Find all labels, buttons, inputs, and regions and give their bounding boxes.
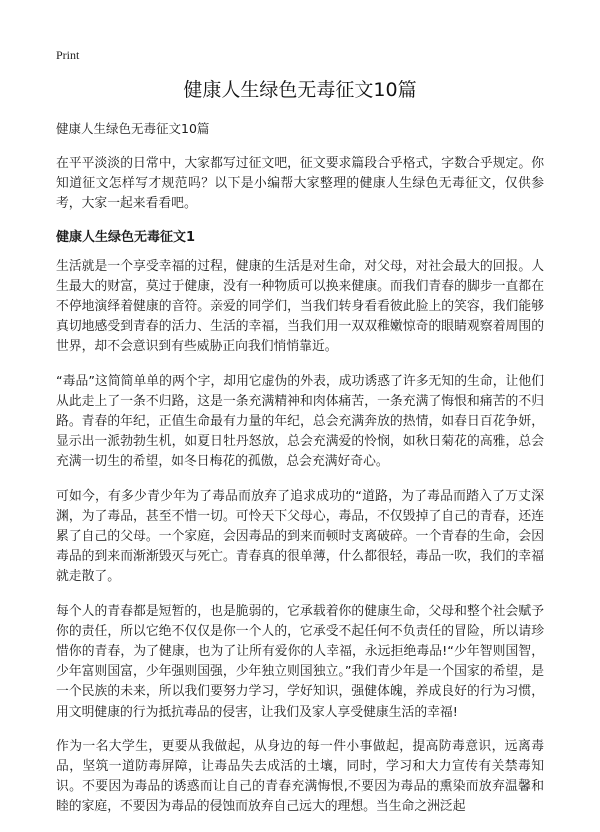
article-subtitle: 健康人生绿色无毒征文10篇 [56, 121, 210, 136]
body-paragraph: 每个人的青春都是短暂的，也是脆弱的，它承载着你的健康生命，父母和整个社会赋予你的责任，所以它绝不仅仅是你一个人的，它承受不起任何不负责任的冒险，所以请珍惜你的青春，为了健康，也为了让所有爱你的人幸福，永远拒绝毒品!“少年智则国智，少年富则国富，少年强则国强，少年独立则国独立。”我们青少年是一个国家的希望，是一个民族的未来，所以我们要努力学习，学好知识，强健体魄，养成良好的行为习惯，用文明健康的行为抵抗毒品的侵害，让我们及家人享受健康生活的幸福! [56, 603, 544, 720]
section-heading: 健康人生绿色无毒征文1 [56, 229, 196, 245]
article-body [56, 120, 544, 832]
intro-paragraph: 在平平淡淡的日常中，大家都写过征文吧，征文要求篇段合乎格式，字数合乎规定。你知道征文怎样写才规范吗？以下是小编帮大家整理的健康人生绿色无毒征文，仅供参考，大家一起来看看吧。 [56, 156, 544, 212]
body-paragraph: 作为一名大学生，更要从我做起，从身边的每一件小事做起，提高防毒意识，远离毒品，坚筑一道防毒屏障，让毒品失去成活的土壤，同时，学习和大力宣传有关禁毒知识。不要因为毒品的诱惑而让自己的青春充满悔恨,不要因为毒品的熏染而放弃温馨和睦的家庭，不要因为毒品的侵蚀而放弃自己远大的理想。当生命之洲泛起 [56, 738, 544, 815]
page-title: 健康人生绿色无毒征文10篇 [183, 79, 417, 101]
body-paragraph: 可如今，有多少青少年为了毒品而放弃了追求成功的“道路，为了毒品而踏入了万丈深渊，为了毒品，甚至不惜一切。可怜天下父母心，毒品，不仅毁掉了自己的青春，还连累了自己的父母。一个家庭，会因毒品的到来而顿时支离破碎。一个青春的生命，会因毒品的到来而渐渐毁灭与死亡。青春真的很单薄，什么都很轻，毒品一吹，我们的幸福就走散了。 [56, 488, 544, 585]
print-link[interactable]: Print [56, 48, 80, 62]
body-paragraph: 生活就是一个享受幸福的过程，健康的生活是对生命，对父母，对社会最大的回报。人生最大的财富，莫过于健康，没有一种物质可以换来健康。而我们青春的脚步一直都在不停地演绎着健康的音符。亲爱的同学们，当我们转身看看彼此脸上的笑容，我们能够真切地感受到青春的活力、生活的幸福，当我们用一双双稚嫩惊奇的眼睛观察着周围的世界，却不会意识到有些威胁正向我们悄悄靠近。 [56, 258, 544, 355]
body-paragraph: “毒品”这简简单单的两个字，却用它虚伪的外表，成功诱惑了许多无知的生命，让他们从此走上了一条不归路，这是一条充满精神和肉体痛苦，一条充满了悔恨和痛苦的不归路。青春的年纪，正值生命最有力量的年纪，总会充满奔放的热情，如春日百花争妍，显示出一派勃勃生机，如夏日牡丹怒放，总会充满爱的怜悯，如秋日菊花的高雅，总会充满一切生的希望，如冬日梅花的孤傲，总会充满好奇心。 [56, 373, 544, 470]
